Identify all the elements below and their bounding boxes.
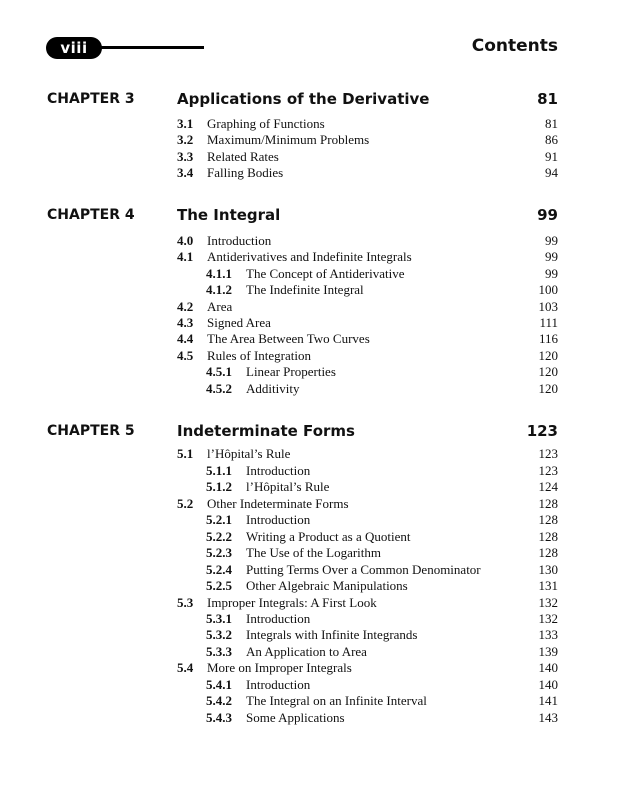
entry-page: 123 [538, 446, 558, 461]
entry-page: 140 [538, 660, 558, 675]
entry-number: 4.1 [177, 249, 194, 264]
entry-number: 5.3.3 [206, 644, 232, 659]
entry-number: 5.4.3 [206, 710, 232, 725]
toc-entry[interactable] [206, 545, 558, 561]
entry-page: 123 [538, 463, 558, 478]
entry-title: l’Hôpital’s Rule [207, 446, 291, 461]
entry-page: 131 [538, 578, 558, 593]
entry-title: Other Algebraic Manipulations [246, 578, 408, 593]
entry-number: 4.1.1 [206, 266, 232, 281]
entry-page: 94 [545, 165, 558, 180]
entry-title: Graphing of Functions [207, 116, 325, 131]
entry-number: 4.5.2 [206, 381, 232, 396]
entry-title: Introduction [246, 677, 311, 692]
entry-page: 103 [538, 299, 558, 314]
entry-page: 130 [538, 562, 558, 577]
entry-page: 81 [545, 116, 558, 131]
entry-page: 86 [545, 132, 558, 147]
entry-number: 4.5 [177, 348, 194, 363]
entry-title: Other Indeterminate Forms [207, 496, 349, 511]
entry-number: 5.2.5 [206, 578, 232, 593]
entry-page: 140 [538, 677, 558, 692]
entry-number: 3.1 [177, 116, 194, 131]
toc-entry[interactable] [206, 479, 558, 495]
chapter-title[interactable]: The Integral [177, 206, 281, 224]
entry-title: The Use of the Logarithm [246, 545, 382, 560]
entry-number: 5.2.4 [206, 562, 232, 577]
entry-page: 132 [538, 595, 558, 610]
entry-number: 4.3 [177, 315, 194, 330]
entry-title: The Integral on an Infinite Interval [246, 693, 427, 708]
entry-number: 3.3 [177, 149, 194, 164]
toc-entry[interactable] [206, 562, 558, 578]
toc-entry[interactable] [177, 249, 558, 265]
entry-title: Integrals with Infinite Integrands [246, 627, 418, 642]
entry-page: 99 [545, 233, 558, 248]
entry-page: 116 [538, 331, 558, 346]
entry-title: Additivity [246, 381, 300, 396]
entry-title: Rules of Integration [207, 348, 311, 363]
entry-title: Some Applications [246, 710, 345, 725]
entry-title: Introduction [246, 611, 311, 626]
entry-title: Introduction [207, 233, 272, 248]
toc-entry[interactable] [177, 132, 558, 148]
chapter-page: 123 [526, 422, 558, 440]
toc-entry[interactable] [177, 348, 558, 364]
entry-title: More on Improper Integrals [207, 660, 352, 675]
toc-entry[interactable] [206, 529, 558, 545]
entry-title: An Application to Area [246, 644, 367, 659]
entry-title: Falling Bodies [207, 165, 284, 180]
entry-title: Putting Terms Over a Common Denominator [246, 562, 481, 577]
entry-number: 5.3 [177, 595, 194, 610]
entry-number: 4.1.2 [206, 282, 232, 297]
entry-page: 99 [545, 249, 558, 264]
entry-page: 128 [538, 512, 558, 527]
entry-page: 120 [538, 381, 558, 396]
chapter-label: CHAPTER 3 [47, 91, 135, 107]
entry-number: 4.5.1 [206, 364, 232, 379]
entry-title: Linear Properties [246, 364, 336, 379]
entry-page: 111 [539, 315, 558, 330]
toc-entry[interactable] [177, 149, 558, 165]
chapter-title[interactable]: Indeterminate Forms [177, 422, 355, 440]
entry-title: Writing a Product as a Quotient [246, 529, 411, 544]
entry-title: Area [207, 299, 233, 314]
page-header [0, 0, 620, 70]
toc-entry[interactable] [177, 233, 558, 249]
toc-entry[interactable] [206, 512, 558, 528]
entry-page: 128 [538, 545, 558, 560]
entry-page: 128 [538, 529, 558, 544]
entry-title: The Area Between Two Curves [207, 331, 370, 346]
entry-page: 91 [545, 149, 558, 164]
chapter-page: 81 [537, 90, 558, 108]
toc-entry[interactable] [206, 578, 558, 594]
entry-number: 5.2.3 [206, 545, 232, 560]
running-head: Contents [471, 36, 558, 56]
toc-entry[interactable] [206, 627, 558, 643]
entry-number: 5.2.1 [206, 512, 232, 527]
toc-entry[interactable] [177, 595, 558, 611]
entry-page: 120 [538, 364, 558, 379]
entry-page: 99 [545, 266, 558, 281]
toc-entry[interactable] [206, 282, 558, 298]
entry-title: l’Hôpital’s Rule [246, 479, 330, 494]
entry-number: 3.2 [177, 132, 194, 147]
entry-title: Improper Integrals: A First Look [207, 595, 377, 610]
toc-entry[interactable] [206, 693, 558, 709]
entry-title: Signed Area [207, 315, 271, 330]
entry-number: 4.0 [177, 233, 194, 248]
toc-entry[interactable] [177, 660, 558, 676]
toc-entry[interactable] [177, 116, 558, 132]
entry-number: 5.2 [177, 496, 194, 511]
entry-title: Antiderivatives and Indefinite Integrals [207, 249, 412, 264]
entry-title: The Concept of Antiderivative [246, 266, 405, 281]
chapter-title[interactable]: Applications of the Derivative [177, 90, 430, 108]
toc-entry[interactable] [177, 496, 558, 512]
entry-number: 4.2 [177, 299, 194, 314]
toc-entry[interactable] [177, 446, 558, 462]
entry-title: The Indefinite Integral [246, 282, 364, 297]
entry-number: 5.3.2 [206, 627, 232, 642]
entry-page: 100 [538, 282, 558, 297]
entry-page: 133 [538, 627, 558, 642]
toc-entry[interactable] [177, 299, 558, 315]
chapter-label: CHAPTER 4 [47, 207, 135, 223]
entry-number: 5.2.2 [206, 529, 232, 544]
entry-page: 124 [538, 479, 558, 494]
entry-title: Related Rates [207, 149, 279, 164]
entry-number: 5.4.2 [206, 693, 232, 708]
toc-entry[interactable] [177, 315, 558, 331]
toc-entry[interactable] [206, 677, 558, 693]
toc-entry[interactable] [206, 710, 558, 726]
toc-entry[interactable] [206, 364, 558, 380]
entry-title: Introduction [246, 512, 311, 527]
entry-page: 128 [538, 496, 558, 511]
entry-page: 132 [538, 611, 558, 626]
entry-number: 4.4 [177, 331, 194, 346]
entry-page: 139 [538, 644, 558, 659]
header-rule [96, 46, 204, 49]
toc-entry[interactable] [177, 165, 558, 181]
entry-title: Maximum/Minimum Problems [207, 132, 370, 147]
entry-number: 5.3.1 [206, 611, 232, 626]
chapter-label: CHAPTER 5 [47, 423, 135, 439]
toc-entry[interactable] [206, 463, 558, 479]
toc-entry[interactable] [206, 381, 558, 397]
chapter-page: 99 [537, 206, 558, 224]
entry-number: 5.4.1 [206, 677, 232, 692]
toc-entry[interactable] [206, 266, 558, 282]
entry-number: 5.4 [177, 660, 194, 675]
toc-entry[interactable] [206, 644, 558, 660]
entry-number: 3.4 [177, 165, 194, 180]
entry-number: 5.1.1 [206, 463, 232, 478]
entry-page: 120 [538, 348, 558, 363]
toc-entry[interactable] [177, 331, 558, 347]
entry-number: 5.1.2 [206, 479, 232, 494]
entry-page: 143 [538, 710, 558, 725]
toc-entry[interactable] [206, 611, 558, 627]
entry-number: 5.1 [177, 446, 194, 461]
entry-title: Introduction [246, 463, 311, 478]
page-number-badge: viii [46, 37, 102, 59]
entry-page: 141 [538, 693, 558, 708]
